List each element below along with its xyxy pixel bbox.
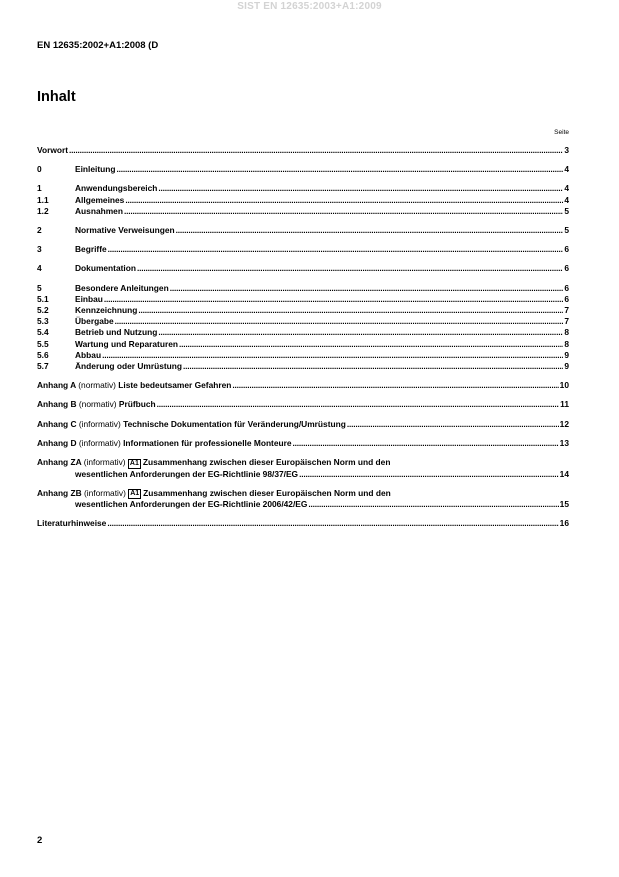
toc-page: 6	[564, 293, 569, 304]
toc-page: 12	[559, 418, 569, 429]
dot-leader	[293, 438, 559, 449]
toc-title: Einbau	[75, 293, 103, 304]
annex-title: Prüfbuch	[118, 399, 156, 410]
toc-entry-anhang-za-cont[interactable]	[37, 469, 569, 480]
document-id: EN 12635:2002+A1:2008 (D	[37, 40, 159, 51]
toc-entry-5-4[interactable]	[37, 327, 569, 338]
toc-title: Einleitung	[75, 164, 116, 175]
dot-leader	[158, 183, 563, 194]
toc-entry-anhang-zb[interactable]	[37, 488, 569, 500]
annex-label: Anhang B	[37, 399, 77, 410]
page-column-label: Seite	[554, 129, 569, 136]
annex-kind: (normativ)	[78, 399, 117, 410]
toc-page: 9	[564, 349, 569, 360]
annex-title: Zusammenhang zwischen dieser Europäischen Norm und den	[142, 457, 391, 468]
toc-page: 7	[564, 316, 569, 327]
dot-leader	[176, 225, 564, 236]
annex-title-continued: wesentlichen Anforderungen der EG-Richtlinie 98/37/EG	[75, 468, 299, 479]
toc-entry-5[interactable]	[37, 283, 569, 294]
toc-entry-5-5[interactable]	[37, 339, 569, 350]
annex-kind: (informativ)	[78, 418, 121, 429]
toc-title: Vorwort	[37, 145, 69, 155]
toc-entry-anhang-b[interactable]	[37, 399, 569, 410]
toc-title: Literaturhinweise	[37, 518, 107, 529]
toc-page: 13	[559, 437, 569, 448]
dot-leader	[104, 294, 563, 305]
toc-number: 4	[37, 263, 42, 274]
toc-number: 0	[37, 164, 42, 175]
toc-entry-5-6[interactable]	[37, 350, 569, 361]
dot-leader	[157, 399, 559, 410]
toc-page: 5	[564, 205, 569, 216]
page-title: Inhalt	[37, 89, 76, 105]
toc-entry-anhang-c[interactable]	[37, 419, 569, 430]
dot-leader	[124, 206, 563, 217]
toc-page: 7	[564, 305, 569, 316]
table-of-contents	[37, 145, 569, 530]
toc-entry-anhang-a[interactable]	[37, 380, 569, 391]
toc-page: 6	[564, 282, 569, 293]
annex-title: Zusammenhang zwischen dieser Europäischen Norm und den	[143, 487, 391, 498]
dot-leader	[115, 316, 564, 327]
toc-title: Übergabe	[75, 316, 114, 327]
toc-page: 14	[559, 468, 569, 479]
toc-title: Änderung oder Umrüstung	[75, 361, 183, 372]
dot-leader	[299, 469, 559, 480]
annex-kind: (normativ)	[78, 380, 116, 391]
toc-number: 1	[37, 183, 42, 194]
annex-label: Anhang ZB	[37, 487, 82, 498]
annex-title-continued: wesentlichen Anforderungen der EG-Richtlinie 2006/42/EG	[75, 499, 308, 510]
toc-page: 9	[564, 361, 569, 372]
amendment-marker-icon: A1	[129, 459, 139, 467]
toc-page: 10	[559, 380, 569, 391]
toc-page: 4	[564, 194, 569, 205]
toc-page: 6	[564, 263, 569, 274]
toc-entry-1-2[interactable]	[37, 206, 569, 217]
dot-leader	[102, 350, 563, 361]
toc-entry-5-1[interactable]	[37, 294, 569, 305]
toc-entry-3[interactable]	[37, 244, 569, 255]
dot-leader	[69, 145, 563, 156]
toc-number: 1.2	[37, 205, 49, 216]
annex-kind: (informativ)	[83, 457, 126, 468]
toc-page: 8	[564, 327, 569, 338]
toc-title: Betrieb und Nutzung	[75, 327, 158, 338]
dot-leader	[108, 244, 564, 255]
annex-label: Anhang ZA	[37, 457, 82, 468]
dot-leader	[116, 164, 563, 175]
annex-label: Anhang C	[37, 418, 77, 429]
toc-entry-4[interactable]	[37, 263, 569, 274]
toc-number: 5.5	[37, 338, 49, 349]
toc-page: 15	[559, 499, 569, 510]
toc-entry-anhang-zb-cont[interactable]	[37, 499, 569, 510]
toc-page: 5	[564, 225, 569, 236]
toc-number: 5.4	[37, 327, 49, 338]
annex-title: Technische Dokumentation für Veränderung/Umrüstung	[123, 418, 346, 429]
dot-leader	[183, 361, 563, 372]
toc-title: Abbau	[75, 349, 102, 360]
amendment-marker-icon: A1	[130, 490, 140, 498]
watermark: SIST EN 12635:2003+A1:2009	[237, 1, 382, 12]
toc-number: 5.6	[37, 349, 49, 360]
annex-kind: (informativ)	[78, 437, 121, 448]
dot-leader	[347, 419, 559, 430]
toc-title: Anwendungsbereich	[75, 183, 158, 194]
annex-kind: (informativ)	[84, 487, 126, 498]
dot-leader	[308, 499, 558, 510]
toc-entry-1-1[interactable]	[37, 195, 569, 206]
toc-entry-0[interactable]	[37, 164, 569, 175]
toc-title: Besondere Anleitungen	[75, 282, 169, 293]
toc-entry-2[interactable]	[37, 225, 569, 236]
toc-number: 5.7	[37, 361, 49, 372]
toc-number: 5.1	[37, 293, 49, 304]
dot-leader	[158, 327, 563, 338]
toc-entry-anhang-za[interactable]	[37, 457, 569, 469]
toc-entry-5-3[interactable]	[37, 316, 569, 327]
dot-leader	[138, 305, 563, 316]
toc-title: Dokumentation	[75, 263, 136, 274]
toc-entry-literatur[interactable]	[37, 518, 569, 529]
toc-number: 1.1	[37, 194, 49, 205]
annex-title: Liste bedeutsamer Gefahren	[118, 380, 232, 391]
annex-label: Anhang A	[37, 380, 76, 391]
toc-entry-anhang-d[interactable]	[37, 438, 569, 449]
dot-leader	[137, 263, 563, 274]
toc-title: Kennzeichnung	[75, 305, 138, 316]
toc-number: 5.3	[37, 316, 49, 327]
toc-number: 5.2	[37, 305, 49, 316]
toc-page: 8	[564, 338, 569, 349]
toc-entry-5-2[interactable]	[37, 305, 569, 316]
toc-number: 2	[37, 225, 42, 236]
toc-title: Wartung und Reparaturen	[75, 338, 178, 349]
toc-title: Allgemeines	[75, 194, 125, 205]
toc-number: 5	[37, 282, 42, 293]
toc-title: Normative Verweisungen	[75, 225, 175, 236]
toc-page: 4	[564, 164, 569, 175]
toc-page: 4	[564, 183, 569, 194]
toc-page: 6	[564, 244, 569, 255]
toc-number: 3	[37, 244, 42, 255]
toc-title: Ausnahmen	[75, 205, 123, 216]
toc-entry-5-7[interactable]	[37, 361, 569, 372]
dot-leader	[125, 195, 563, 206]
toc-entry-vorwort[interactable]	[37, 145, 569, 156]
toc-title: Begriffe	[75, 244, 107, 255]
toc-page: 3	[564, 145, 569, 155]
annex-label: Anhang D	[37, 437, 77, 448]
toc-entry-1[interactable]	[37, 183, 569, 194]
dot-leader	[232, 380, 558, 391]
toc-page: 11	[560, 399, 569, 410]
page-number: 2	[37, 835, 43, 846]
dot-leader	[179, 339, 563, 350]
annex-title: Informationen für professionelle Monteure	[123, 437, 292, 448]
dot-leader	[107, 518, 558, 529]
toc-page: 16	[559, 518, 569, 529]
dot-leader	[170, 283, 564, 294]
